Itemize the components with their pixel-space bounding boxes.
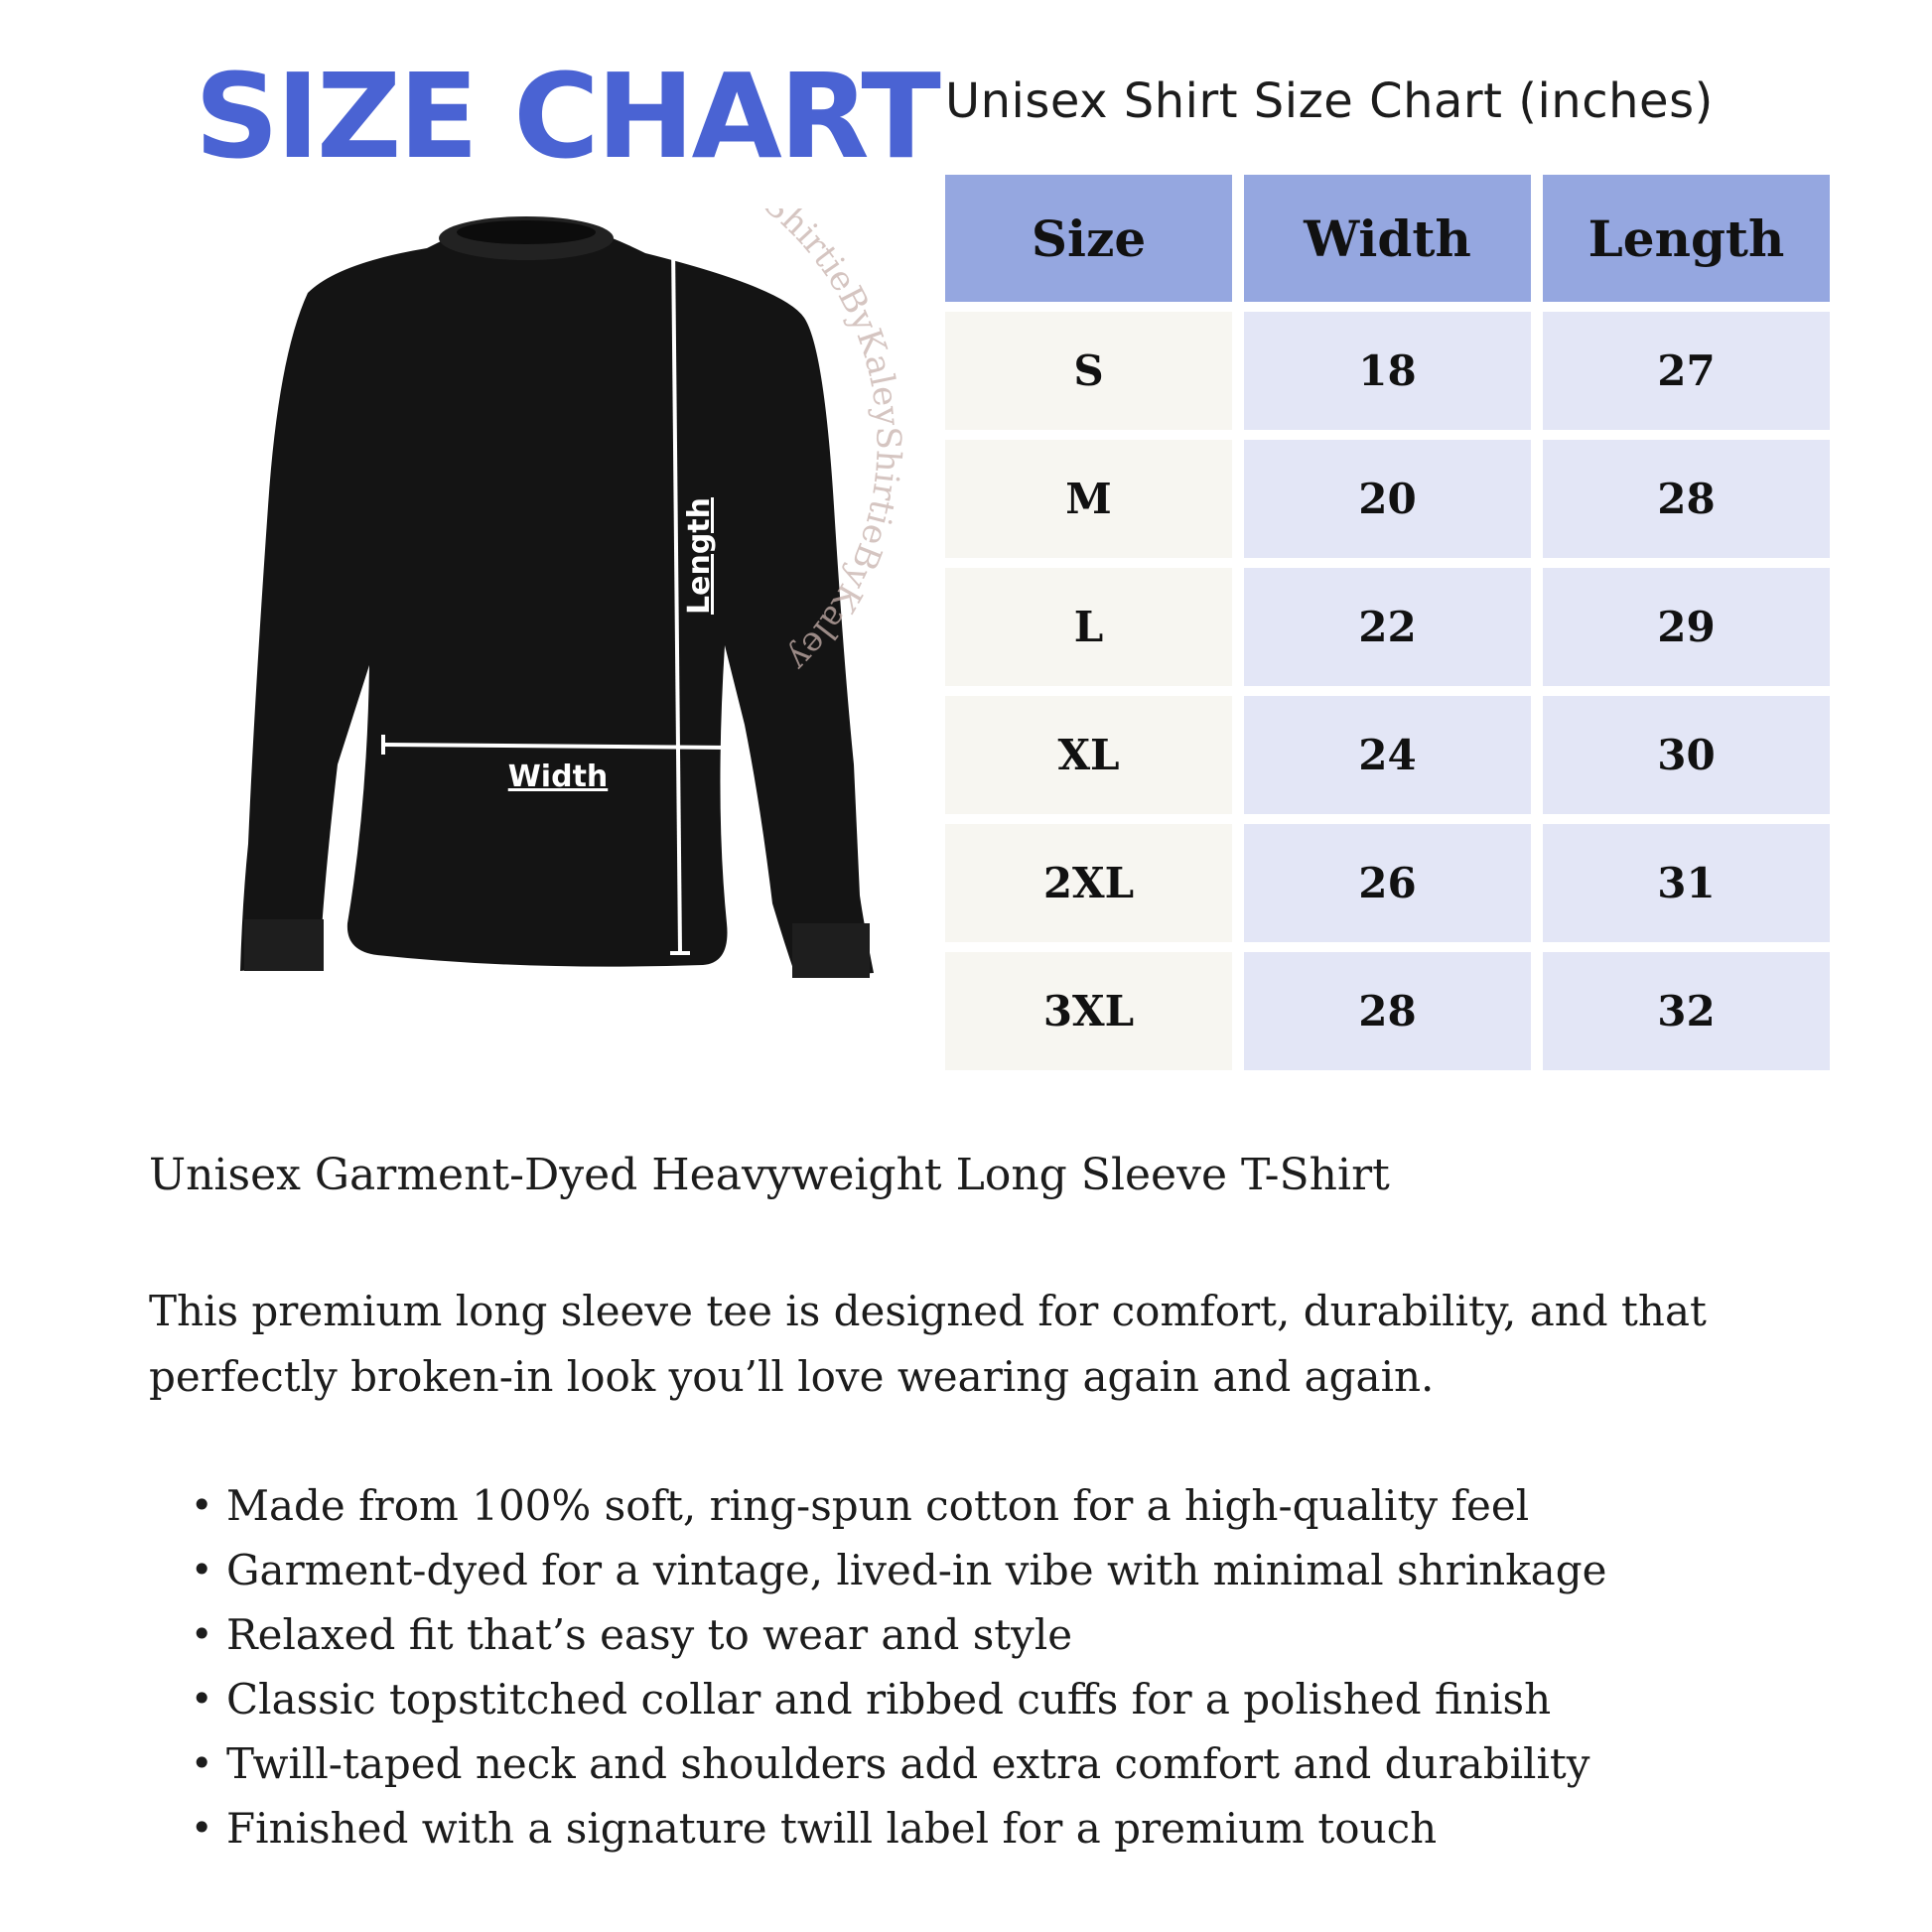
feature-list: [149, 1473, 1606, 1861]
width-cell: 20: [1244, 440, 1531, 558]
table-header-row: [945, 175, 1832, 302]
bullet-icon: •: [191, 1612, 213, 1656]
bullet-icon: •: [191, 1548, 213, 1591]
feature-text: Finished with a signature twill label for a premium touch: [226, 1804, 1438, 1853]
left-cuff: [244, 919, 324, 971]
bullet-icon: •: [191, 1806, 213, 1850]
list-item: [149, 1473, 1606, 1538]
feature-text: Garment-dyed for a vintage, lived-in vibe with minimal shrinkage: [226, 1546, 1607, 1594]
size-cell: XL: [945, 696, 1232, 814]
header-size: Size: [945, 175, 1232, 302]
bullet-icon: •: [191, 1741, 213, 1785]
right-cuff: [792, 923, 870, 978]
table-row: [945, 312, 1832, 430]
size-cell: M: [945, 440, 1232, 558]
width-cell: 24: [1244, 696, 1531, 814]
length-label: Length: [682, 497, 717, 615]
width-cell: 26: [1244, 824, 1531, 942]
size-cell: 3XL: [945, 952, 1232, 1070]
list-item: [149, 1538, 1606, 1602]
list-item: [149, 1667, 1606, 1731]
size-table: [945, 175, 1832, 1080]
list-item: [149, 1796, 1606, 1861]
long-sleeve-shirt-illustration: [228, 208, 983, 1003]
table-row: [945, 440, 1832, 558]
feature-text: Relaxed fit that’s easy to wear and style: [226, 1610, 1073, 1659]
size-cell: S: [945, 312, 1232, 430]
length-cell: 31: [1543, 824, 1830, 942]
feature-text: Twill-taped neck and shoulders add extra comfort and durability: [226, 1739, 1590, 1788]
width-cell: 22: [1244, 568, 1531, 686]
length-cell: 32: [1543, 952, 1830, 1070]
product-description: This premium long sleeve tee is designed for comfort, durability, and that perfectly broken-in look you’ll love wearing again and again.: [149, 1287, 1707, 1401]
width-cell: 18: [1244, 312, 1531, 430]
table-row: [945, 696, 1832, 814]
feature-text: Classic topstitched collar and ribbed cuffs for a polished finish: [226, 1675, 1552, 1724]
table-row: [945, 568, 1832, 686]
shirt-figure: [228, 208, 983, 1003]
table-row: [945, 952, 1832, 1070]
feature-text: Made from 100% soft, ring-spun cotton for a high-quality feel: [226, 1481, 1530, 1530]
length-cell: 29: [1543, 568, 1830, 686]
length-cell: 27: [1543, 312, 1830, 430]
bullet-icon: •: [191, 1483, 213, 1527]
bullet-icon: •: [191, 1677, 213, 1721]
table-title: Unisex Shirt Size Chart (inches): [945, 73, 1714, 129]
width-label: Width: [507, 759, 609, 794]
header-length: Length: [1543, 175, 1830, 302]
length-cell: 28: [1543, 440, 1830, 558]
list-item: [149, 1602, 1606, 1667]
table-row: [945, 824, 1832, 942]
size-cell: 2XL: [945, 824, 1232, 942]
size-cell: L: [945, 568, 1232, 686]
shirt-shape: [240, 223, 874, 978]
product-name: Unisex Garment-Dyed Heavyweight Long Sleeve T-Shirt: [149, 1150, 1390, 1200]
list-item: [149, 1731, 1606, 1796]
length-cell: 30: [1543, 696, 1830, 814]
watermark: hirtieByKaleyShirtieByKaley: [772, 208, 908, 679]
header-width: Width: [1244, 175, 1531, 302]
page-title: SIZE CHART: [195, 48, 938, 185]
width-cell: 28: [1244, 952, 1531, 1070]
